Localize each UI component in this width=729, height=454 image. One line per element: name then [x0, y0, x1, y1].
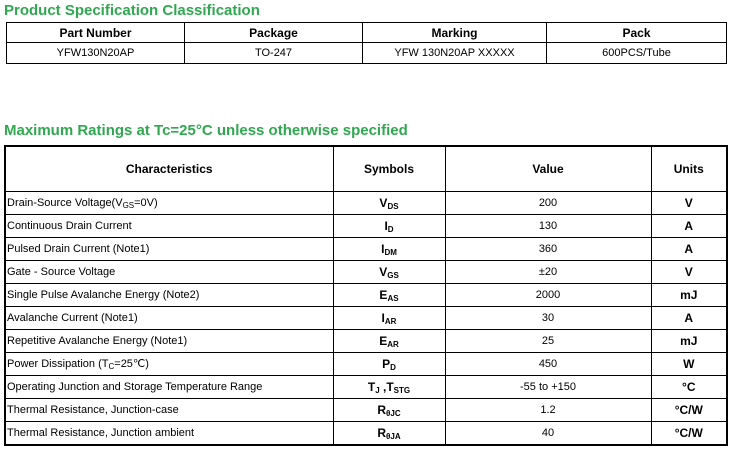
characteristic-text-end: =25℃)	[114, 358, 149, 370]
ratings-section-title: Maximum Ratings at Tc=25°C unless otherwise specified	[4, 122, 408, 139]
symbol-cell	[333, 284, 445, 307]
symbol-cell	[333, 261, 445, 284]
characteristic-cell	[5, 330, 333, 353]
symbol-letter: I	[381, 241, 385, 256]
symbol-letter: V	[379, 264, 388, 279]
characteristic-subscript: C	[108, 362, 115, 371]
symbol-letter: P	[382, 356, 391, 371]
symbol-subscript: D	[387, 224, 394, 234]
table-row	[5, 353, 727, 376]
table-row	[5, 399, 727, 422]
characteristic-text: Thermal Resistance, Junction-case	[7, 404, 179, 416]
value-cell: -55 to +150	[445, 376, 651, 399]
pack: 600PCS/Tube	[547, 43, 727, 64]
part-number: YFW130N20AP	[7, 43, 185, 64]
characteristic-text-end: =0V)	[134, 196, 158, 209]
table-row	[5, 261, 727, 284]
unit-cell: mJ	[651, 284, 727, 307]
header-part-number: Part Number	[7, 23, 185, 43]
characteristic-cell	[5, 192, 333, 215]
table-row	[5, 192, 727, 215]
characteristic-text: Power Dissipation (T	[7, 358, 109, 370]
symbol-cell	[333, 330, 445, 353]
ratings-table	[4, 145, 728, 446]
package: TO-247	[185, 43, 363, 64]
symbol-subscript: θJC	[386, 408, 401, 418]
characteristic-text: Gate - Source Voltage	[7, 266, 116, 278]
characteristic-cell	[5, 422, 333, 446]
symbol-cell	[333, 238, 445, 261]
symbol-subscript: AS	[387, 293, 399, 303]
symbol-letter-2: ,T	[379, 379, 394, 394]
characteristic-cell	[5, 238, 333, 261]
symbol-cell	[333, 192, 445, 215]
value-cell: 40	[445, 422, 651, 446]
characteristic-text: Avalanche Current (Note1)	[7, 312, 138, 324]
symbol-subscript: GS	[387, 270, 399, 280]
table-row	[5, 330, 727, 353]
value-cell: 25	[445, 330, 651, 353]
unit-cell: A	[651, 238, 727, 261]
value-cell: 1.2	[445, 399, 651, 422]
table-row	[5, 284, 727, 307]
characteristic-cell	[5, 353, 333, 376]
value-cell: 30	[445, 307, 651, 330]
symbol-subscript: D	[390, 362, 396, 372]
table-row	[5, 238, 727, 261]
symbol-cell	[333, 353, 445, 376]
table-row	[5, 422, 727, 446]
symbol-cell	[333, 422, 445, 446]
characteristic-text: Operating Junction and Storage Temperature Range	[7, 381, 263, 393]
unit-cell: V	[651, 192, 727, 215]
symbol-subscript: AR	[387, 339, 399, 349]
value-cell: 450	[445, 353, 651, 376]
symbol-cell	[333, 307, 445, 330]
symbol-letter: R	[377, 402, 387, 417]
symbol-letter: R	[377, 425, 387, 440]
symbol-letter: T	[367, 379, 376, 394]
symbol-letter: E	[379, 287, 388, 302]
unit-cell: mJ	[651, 330, 727, 353]
table-row	[5, 376, 727, 399]
table-row	[5, 215, 727, 238]
spec-row	[7, 43, 727, 64]
header-marking: Marking	[363, 23, 547, 43]
symbol-subscript: DS	[387, 201, 399, 211]
symbol-subscript: J	[375, 385, 380, 395]
symbol-cell	[333, 376, 445, 399]
unit-cell: A	[651, 307, 727, 330]
value-cell: 130	[445, 215, 651, 238]
characteristic-cell	[5, 284, 333, 307]
unit-cell: A	[651, 215, 727, 238]
ratings-header-row	[5, 146, 727, 192]
value-cell: 200	[445, 192, 651, 215]
symbol-subscript: DM	[384, 247, 397, 257]
spec-header-row	[7, 23, 727, 43]
characteristic-text: Thermal Resistance, Junction ambient	[7, 427, 195, 439]
value-cell: 360	[445, 238, 651, 261]
symbol-letter: I	[381, 310, 385, 325]
characteristic-cell	[5, 307, 333, 330]
header-value: Value	[445, 146, 651, 192]
symbol-letter: I	[384, 218, 388, 233]
symbol-cell	[333, 215, 445, 238]
unit-cell: °C	[651, 376, 727, 399]
characteristic-text: Single Pulse Avalanche Energy (Note2)	[7, 289, 200, 301]
marking: YFW 130N20AP XXXXX	[363, 43, 547, 64]
symbol-subscript: AR	[384, 316, 397, 326]
header-package: Package	[185, 23, 363, 43]
symbol-letter: E	[379, 333, 388, 348]
value-cell: 2000	[445, 284, 651, 307]
characteristic-text: Drain-Source Voltage(V	[7, 196, 123, 209]
spec-section-title: Product Specification Classification	[4, 2, 260, 19]
header-pack: Pack	[547, 23, 727, 43]
table-row	[5, 307, 727, 330]
unit-cell: °C/W	[651, 422, 727, 446]
characteristic-cell	[5, 399, 333, 422]
characteristic-text: Continuous Drain Current	[7, 220, 132, 232]
header-symbols: Symbols	[333, 146, 445, 192]
characteristic-text: Repetitive Avalanche Energy (Note1)	[7, 335, 188, 347]
header-characteristics: Characteristics	[5, 146, 333, 192]
header-units: Units	[651, 146, 727, 192]
characteristic-text: Pulsed Drain Current (Note1)	[7, 243, 150, 255]
symbol-cell	[333, 399, 445, 422]
unit-cell: V	[651, 261, 727, 284]
value-cell: ±20	[445, 261, 651, 284]
symbol-letter: V	[379, 195, 388, 210]
unit-cell: °C/W	[651, 399, 727, 422]
symbol-subscript-2: STG	[393, 385, 411, 395]
characteristic-cell	[5, 215, 333, 238]
spec-table	[6, 22, 727, 64]
characteristic-cell	[5, 261, 333, 284]
characteristic-subscript: GS	[122, 200, 135, 210]
characteristic-cell	[5, 376, 333, 399]
symbol-subscript: θJA	[386, 431, 401, 441]
unit-cell: W	[651, 353, 727, 376]
